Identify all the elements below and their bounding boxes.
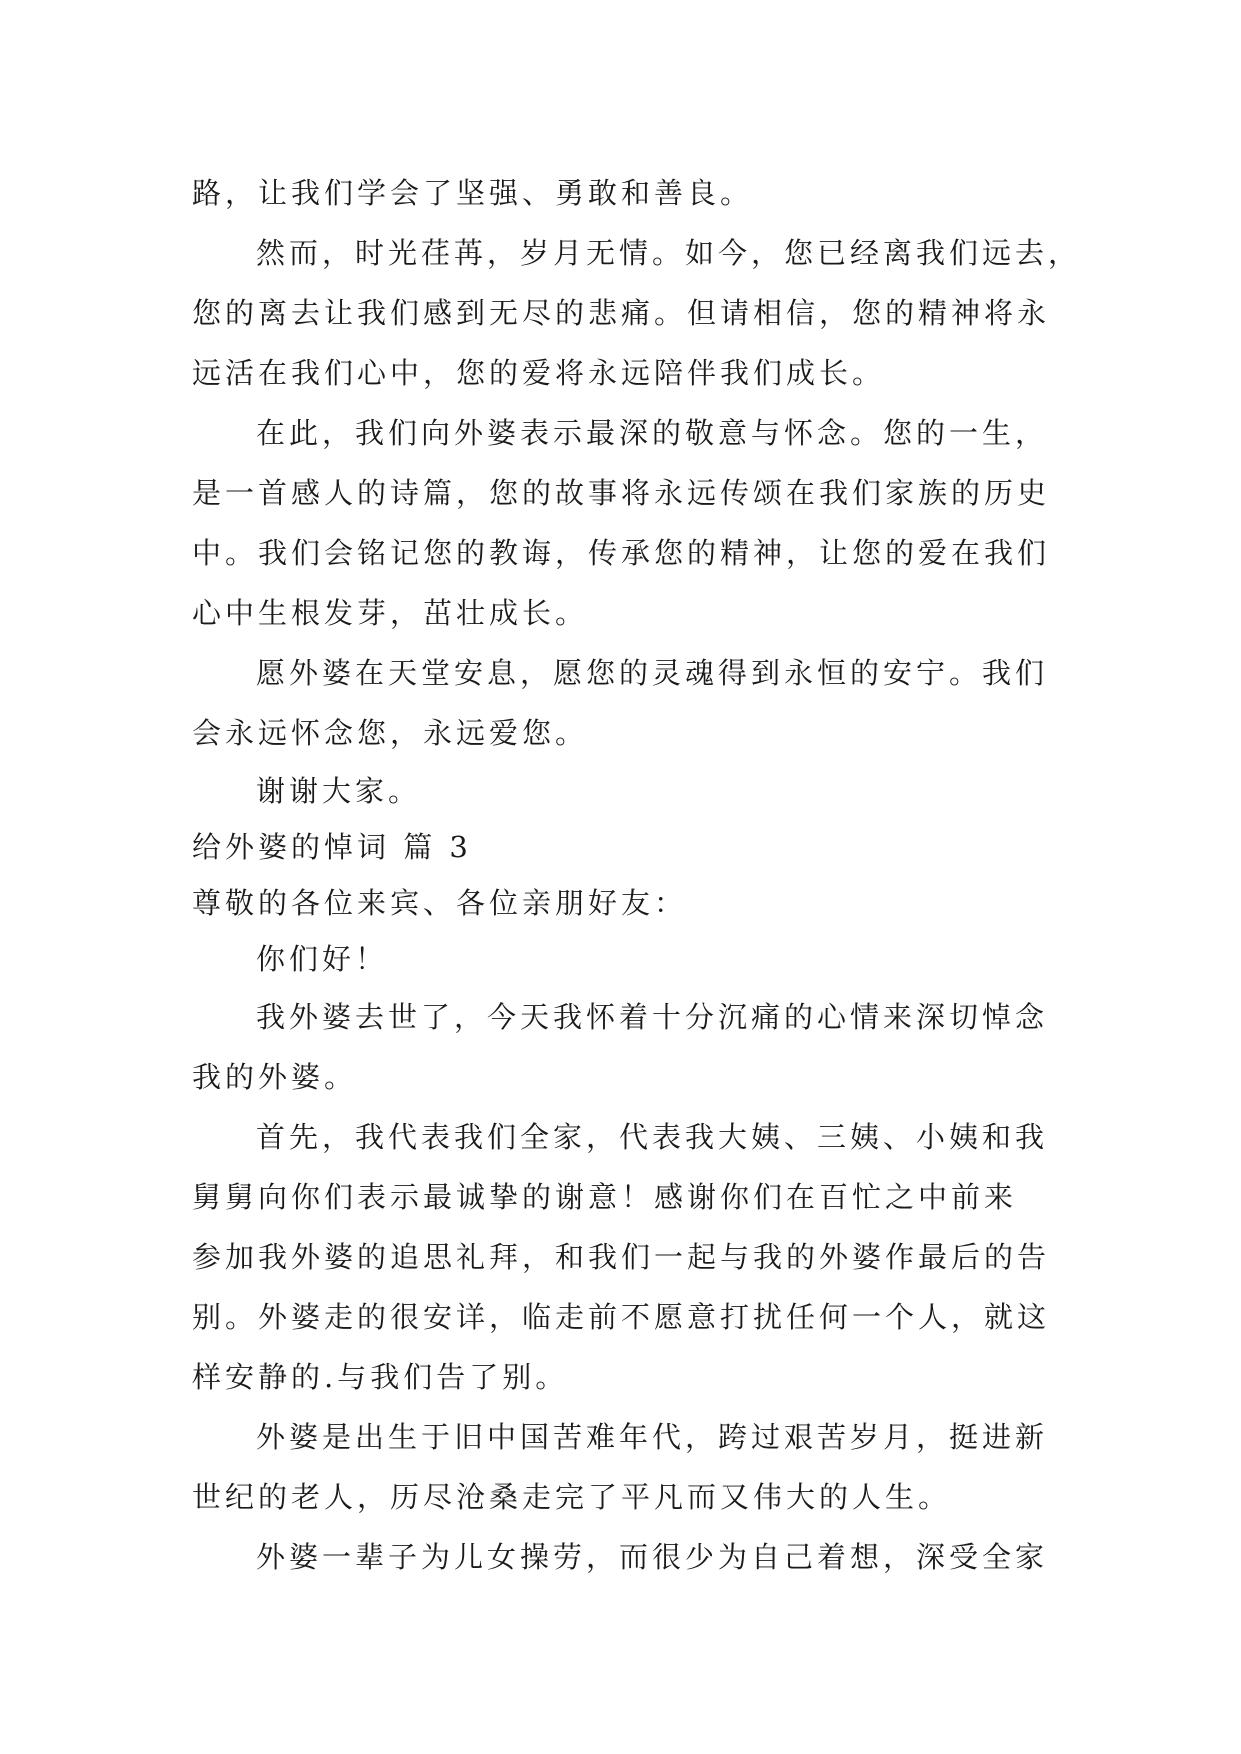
text-line: 您的离去让我们感到无尽的悲痛。但请相信，您的精神将永 (192, 296, 1051, 330)
text-line: 外婆是出生于旧中国苦难年代，跨过艰苦岁月，挺进新 (256, 1420, 1049, 1454)
document-body (192, 163, 1082, 1587)
text-line: 谢谢大家。 (256, 774, 422, 808)
text-line: 外婆一辈子为儿女操劳，而很少为自己着想，深受全家 (256, 1540, 1049, 1574)
text-line: 远活在我们心中，您的爱将永远陪伴我们成长。 (192, 356, 886, 390)
text-line: 样安静的.与我们告了别。 (192, 1360, 569, 1394)
text-line: 别。外婆走的很安详，临走前不愿意打扰任何一个人，就这 (192, 1300, 1051, 1334)
text-line: 愿外婆在天堂安息，愿您的灵魂得到永恒的安宁。我们 (256, 656, 1049, 690)
section-heading: 给外婆的悼词 篇 3 (192, 830, 472, 864)
text-line: 我的外婆。 (192, 1060, 358, 1094)
text-line: 心中生根发芽，茁壮成长。 (192, 596, 589, 630)
text-line: 会永远怀念您，永远爱您。 (192, 716, 589, 750)
text-line: 参加我外婆的追思礼拜，和我们一起与我的外婆作最后的告 (192, 1240, 1051, 1274)
text-line: 首先，我代表我们全家，代表我大姨、三姨、小姨和我 (256, 1120, 1049, 1154)
text-line: 我外婆去世了，今天我怀着十分沉痛的心情来深切悼念 (256, 1000, 1049, 1034)
text-line: 世纪的老人，历尽沧桑走完了平凡而又伟大的人生。 (192, 1480, 952, 1514)
text-line: 是一首感人的诗篇，您的故事将永远传颂在我们家族的历史 (192, 476, 1051, 510)
salutation: 尊敬的各位来宾、各位亲朋好友： (192, 886, 688, 920)
greeting: 你们好！ (256, 942, 389, 976)
text-line: 在此，我们向外婆表示最深的敬意与怀念。您的一生， (256, 416, 1049, 450)
text-line: 然而，时光荏苒，岁月无情。如今，您已经离我们远去， (256, 236, 1082, 270)
text-line: 中。我们会铭记您的教诲，传承您的精神，让您的爱在我们 (192, 536, 1051, 570)
text-line: 舅舅向你们表示最诚挚的谢意！感谢你们在百忙之中前来 (192, 1180, 1018, 1214)
text-line: 路，让我们学会了坚强、勇敢和善良。 (192, 176, 754, 210)
